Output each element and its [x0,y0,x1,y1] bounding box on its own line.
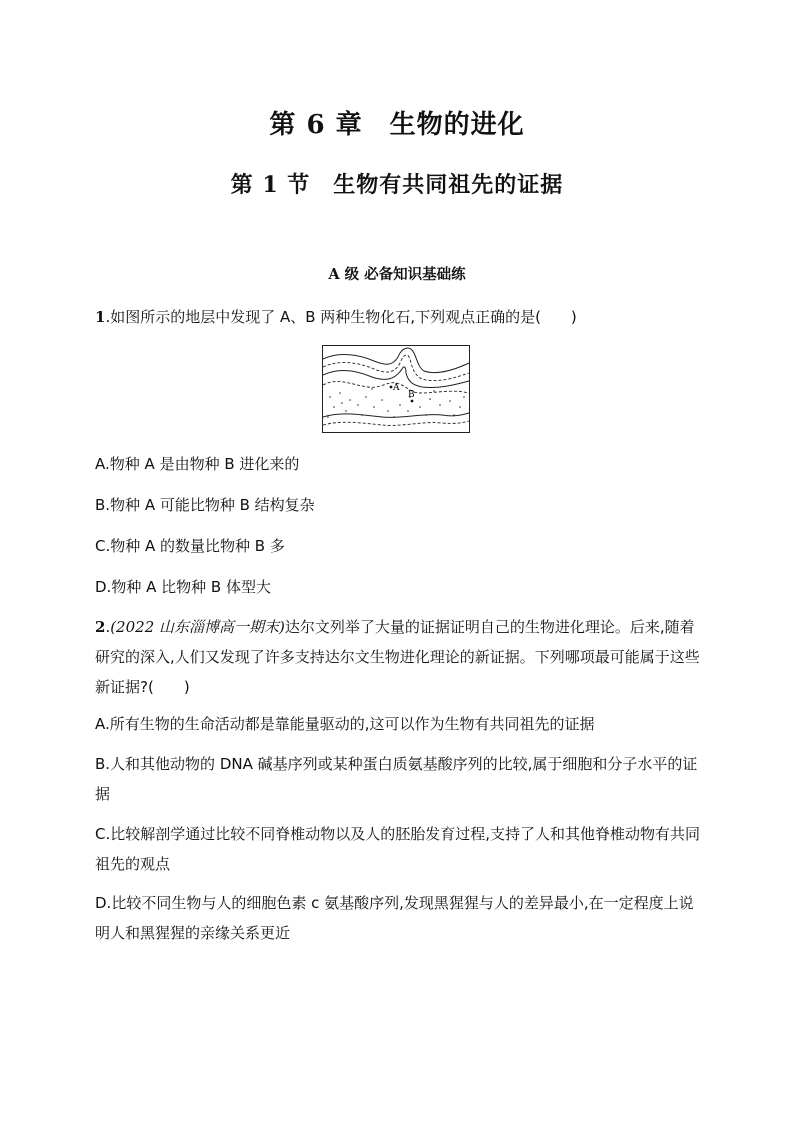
level-heading: A 级 必备知识基础练 [328,266,466,283]
question-1-option-b: B.物种 A 可能比物种 B 结构复杂 [95,496,315,514]
question-2-option-b: B.人和其他动物的 DNA 碱基序列或某种蛋白质氨基酸序列的比较,属于细胞和分子水平的证据 [95,755,698,803]
question-1-text: .如图所示的地层中发现了 A、B 两种生物化石,下列观点正确的是( ) [105,308,577,326]
fossil-b-marker [411,400,414,403]
question-2-stem [95,612,705,702]
question-2-source: .(2022 山东淄博高一期末) [105,618,285,636]
question-2-number: 2 [95,618,106,636]
section-title: 第 1 节 生物有共同祖先的证据 [230,172,564,198]
fossil-b-label: B [408,390,415,400]
question-2-text: 达尔文列举了大量的证据证明自己的生物进化理论。后来,随着研究的深入,人们又发现了许多支持达尔文生物进化理论的新证据。下列哪项最可能属于这些新证据?( ) [95,618,700,696]
question-1-option-c: C.物种 A 的数量比物种 B 多 [95,537,285,555]
question-2-option-d: D.比较不同生物与人的细胞色素 c 氨基酸序列,发现黑猩猩与人的差异最小,在一定程度上说明人和黑猩猩的亲缘关系更近 [95,894,694,942]
fossil-a-marker [390,386,393,389]
question-2-option-a: A.所有生物的生命活动都是靠能量驱动的,这可以作为生物有共同祖先的证据 [95,715,595,733]
question-2-option-c: C.比较解剖学通过比较不同脊椎动物以及人的胚胎发育过程,支持了人和其他脊椎动物有共同祖先的观点 [95,825,701,873]
question-1-option-d: D.物种 A 比物种 B 体型大 [95,578,271,596]
chapter-title: 第 6 章 生物的进化 [269,110,525,140]
fossil-a-label: A [393,383,400,393]
rock-strata-figure [322,345,470,433]
question-1-number: 1 [95,308,106,326]
question-1-stem [95,302,705,332]
question-1-option-a: A.物种 A 是由物种 B 进化来的 [95,455,300,473]
